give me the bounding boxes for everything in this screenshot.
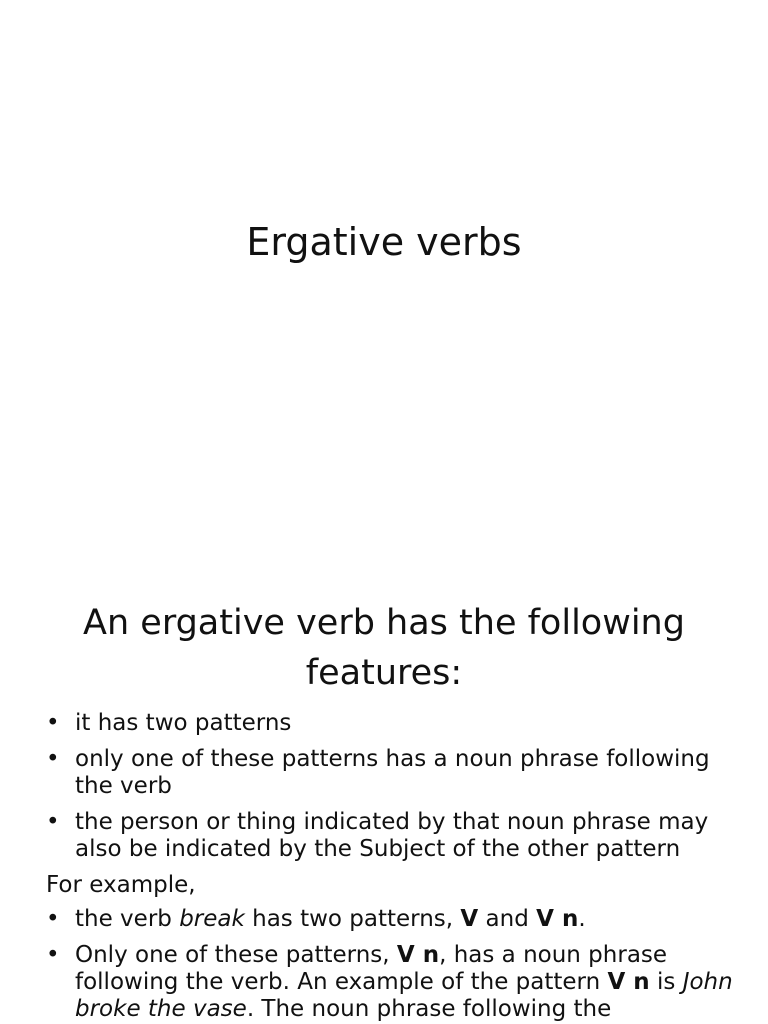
- pattern-code: V n: [536, 906, 579, 932]
- example-bullet: [46, 906, 736, 933]
- bullet-item: [46, 746, 736, 800]
- slide-heading: An ergative verb has the following features:: [83, 603, 685, 693]
- text-run: the verb: [75, 906, 180, 932]
- pattern-code: V n: [607, 969, 650, 995]
- pattern-code: V n: [396, 942, 440, 968]
- slide-body: [46, 710, 736, 1024]
- bullet-marker: •: [46, 809, 60, 835]
- text-run: .: [578, 906, 586, 932]
- italic-example: John broke the vase: [75, 969, 733, 1022]
- text-run: is: [649, 969, 683, 995]
- content-slide: [0, 576, 768, 1024]
- example-text: [75, 942, 733, 1022]
- pattern-code: V: [460, 906, 479, 932]
- bullet-text: the person or thing indicated by that noun phrase may also be indicated by the Subject of the other pattern: [75, 809, 709, 862]
- italic-term: break: [179, 906, 245, 932]
- slide-title: Ergative verbs: [246, 220, 522, 264]
- bullet-marker: •: [46, 906, 60, 932]
- example-bullet: [46, 942, 736, 1023]
- bullet-marker: •: [46, 942, 60, 968]
- bullet-item: [46, 809, 736, 863]
- bullet-marker: •: [46, 746, 60, 772]
- example-text: [75, 906, 586, 932]
- text-run: . The noun phrase following the: [246, 996, 612, 1022]
- bullet-text: only one of these patterns has a noun phrase following the verb: [75, 746, 710, 799]
- bullet-text: it has two patterns: [75, 710, 292, 736]
- text-run: Only one of these patterns,: [75, 942, 397, 968]
- text-run: has two patterns,: [244, 906, 461, 932]
- example-lead-in: For example,: [46, 872, 196, 898]
- bullet-item: [46, 710, 736, 737]
- bullet-marker: •: [46, 710, 60, 736]
- text-run: and: [478, 906, 537, 932]
- text-run: , has a noun phrase following the verb. An example of the pattern: [75, 942, 668, 995]
